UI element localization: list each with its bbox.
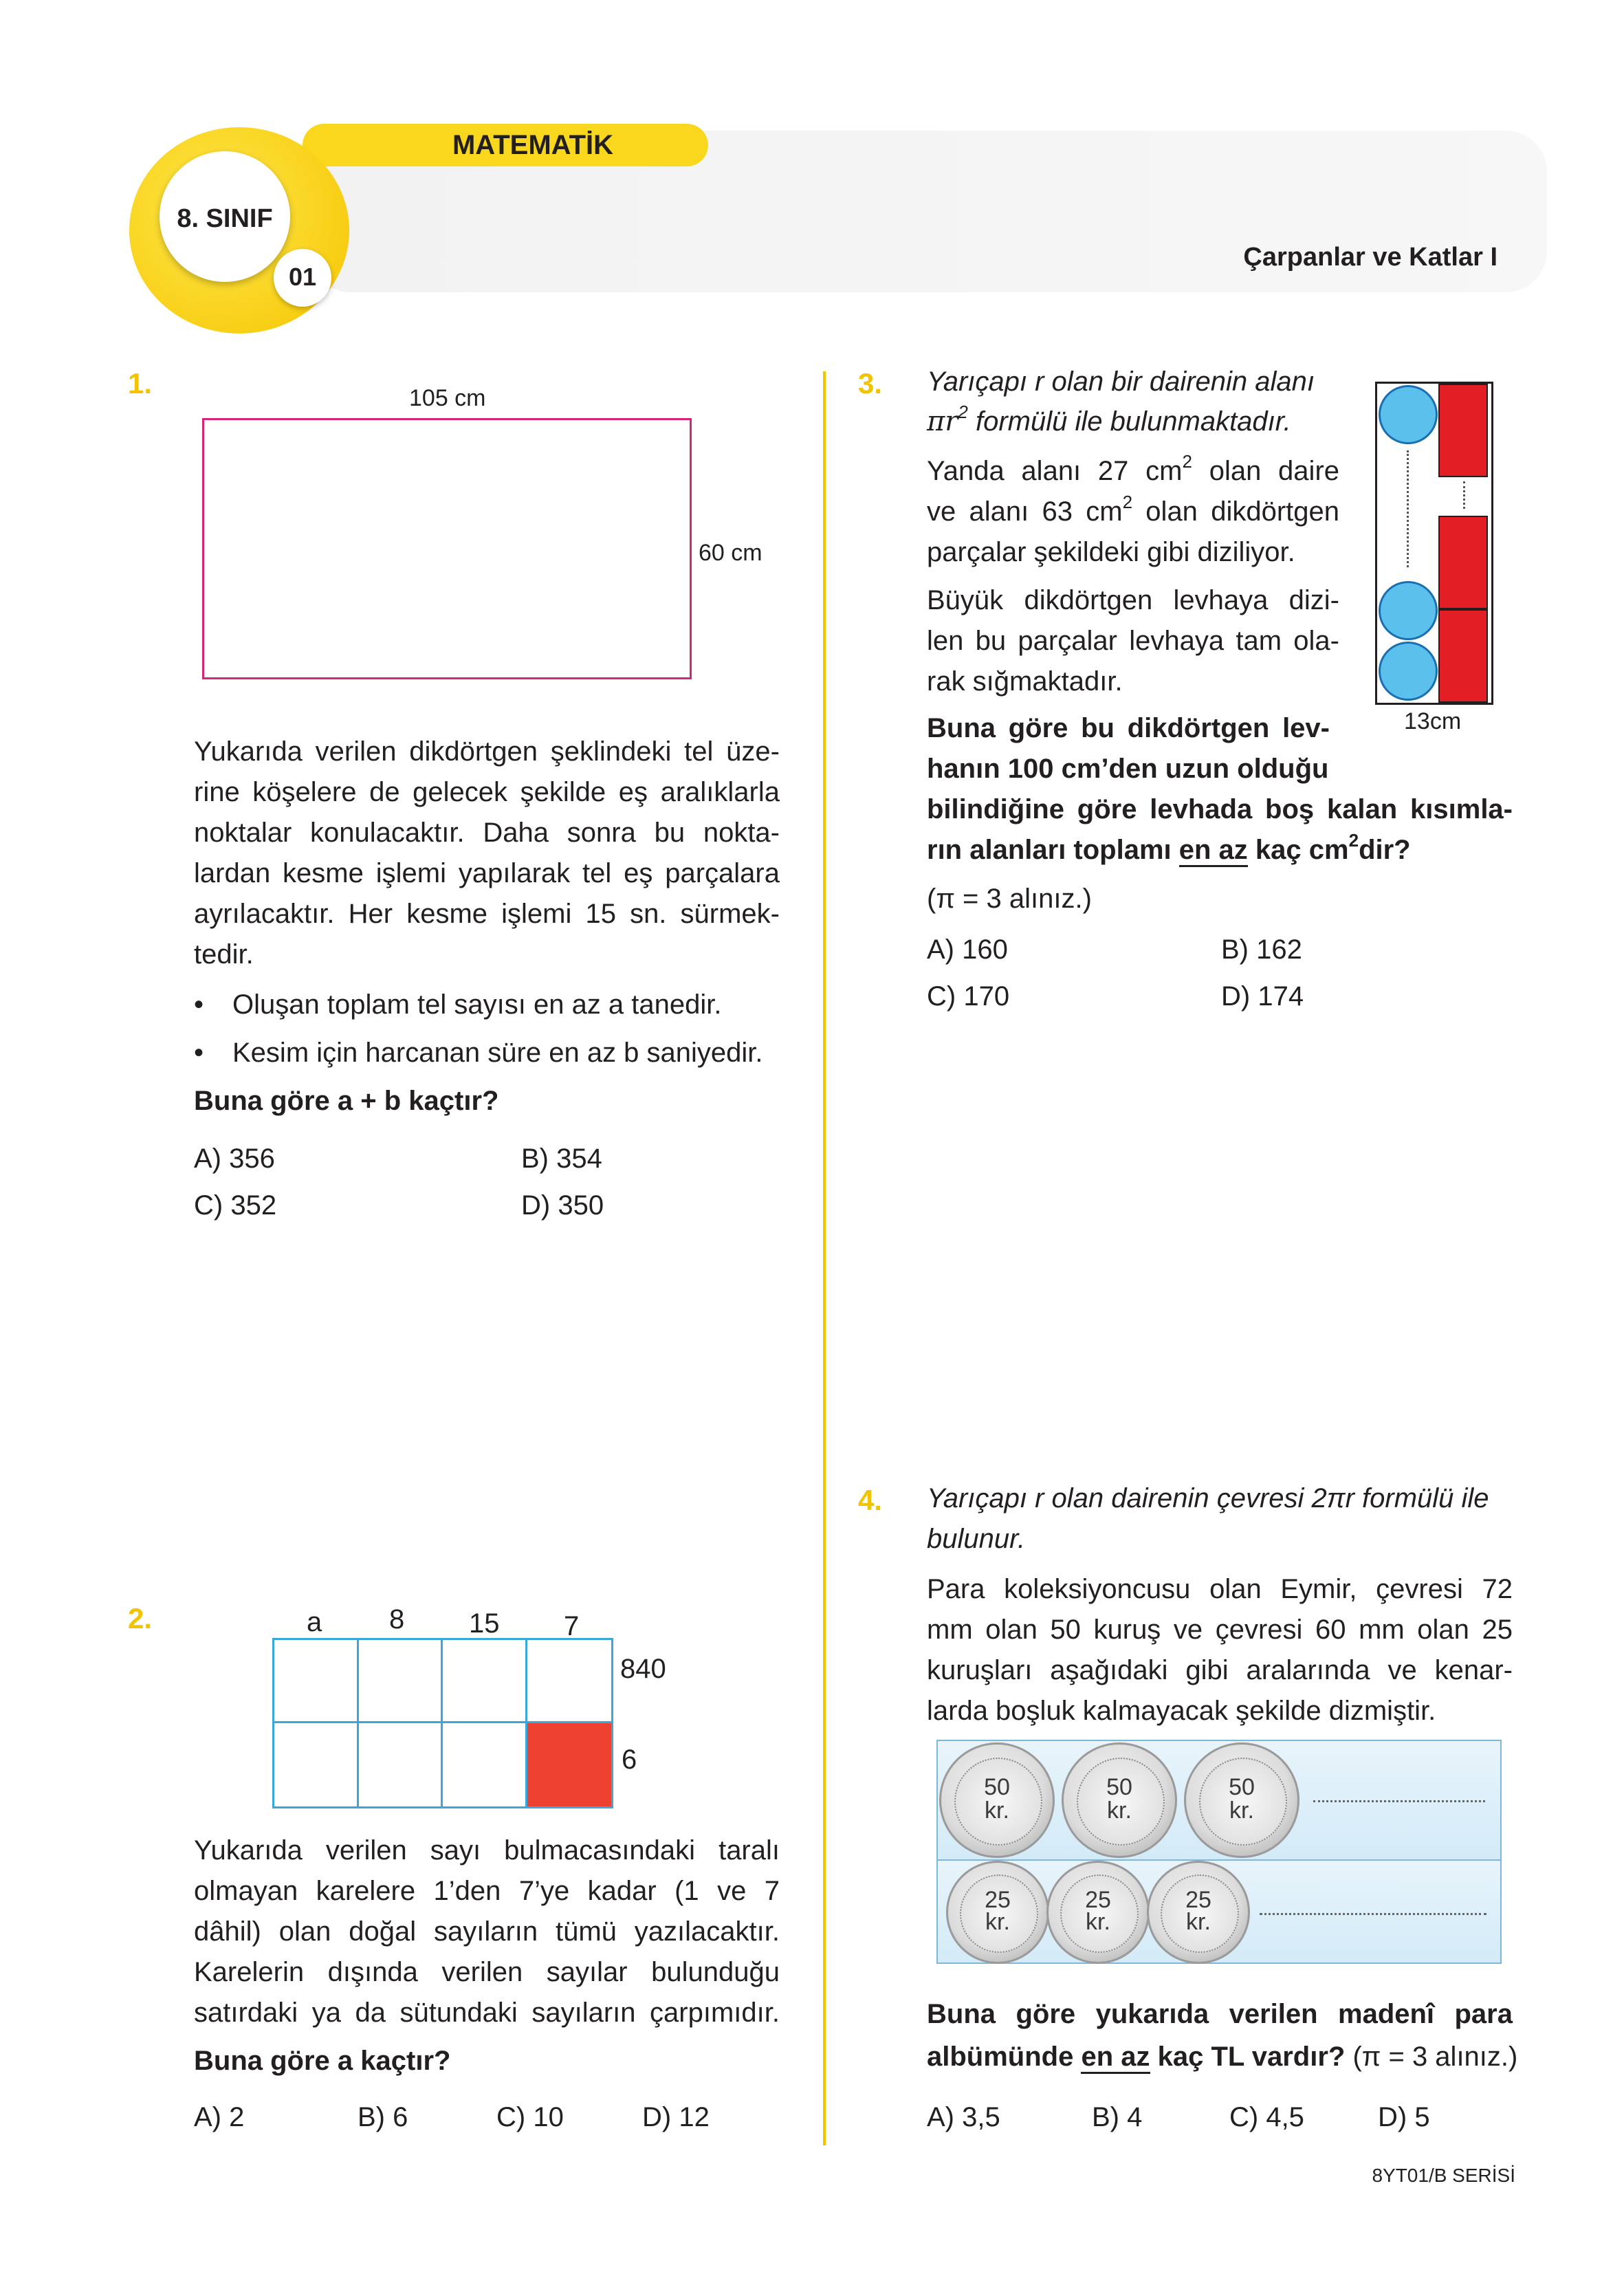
q3-line-part: Yanda alanı 27 cm xyxy=(927,456,1183,486)
q2-col-label: 7 xyxy=(564,1611,580,1641)
q4-option-d[interactable]: D) 5 xyxy=(1378,2102,1430,2132)
q1-option-b[interactable]: B) 354 xyxy=(521,1144,602,1174)
q4-pi-note: (π = 3 alınız.) xyxy=(1345,2042,1518,2072)
q1-width-label: 105 cm xyxy=(409,385,486,411)
q3-line-part: olan dikdörtgen xyxy=(1132,496,1339,527)
q4-line: Para koleksiyoncusu olan Eymir, çevresi 72 xyxy=(927,1574,1513,1604)
coin-50-kurus xyxy=(1184,1742,1299,1858)
coin-unit: kr. xyxy=(985,1797,1009,1824)
q3-dotted-line xyxy=(1407,450,1409,567)
q2-option-c[interactable]: C) 10 xyxy=(496,2102,564,2132)
q3-intro-2-text: formülü ile bulunmaktadır. xyxy=(967,406,1291,437)
q1-line: tedir. xyxy=(194,939,254,970)
subject-title: MATEMATİK xyxy=(452,130,614,160)
q3-bold-part: dir? xyxy=(1359,835,1411,865)
q4-line: kuruşları aşağıdaki gibi aralarında ve kenar- xyxy=(927,1655,1513,1685)
q3-line: rak sığmaktadır. xyxy=(927,666,1123,697)
q2-line: Yukarıda verilen sayı bulmacasındaki taralı xyxy=(194,1835,780,1866)
q3-emphasis: en az xyxy=(1179,835,1248,867)
q4-album xyxy=(936,1740,1502,1964)
q2-line: satırdaki ya da sütundaki sayıların çarpımıdır. xyxy=(194,1998,780,2028)
q3-option-d[interactable]: D) 174 xyxy=(1221,981,1304,1012)
q3-pi-note: (π = 3 alınız.) xyxy=(927,884,1092,914)
q4-bold-part: albümünde xyxy=(927,2042,1082,2072)
album-dotted-line xyxy=(1260,1913,1486,1915)
column-divider xyxy=(823,371,826,2145)
q4-emphasis: en az xyxy=(1081,2042,1150,2074)
q4-text xyxy=(927,1569,1513,1731)
album-dotted-line xyxy=(1313,1800,1485,1802)
coin-25-kurus xyxy=(946,1861,1049,1964)
coin-unit: kr. xyxy=(985,1909,1010,1935)
grid-cell[interactable] xyxy=(274,1723,359,1806)
grid-cell-shaded xyxy=(527,1723,612,1806)
q3-line: len bu parçalar levhaya tam ola- xyxy=(927,626,1339,656)
coin-unit: kr. xyxy=(1229,1797,1254,1824)
q4-option-a[interactable]: A) 3,5 xyxy=(927,2102,1000,2132)
q1-line: lardan kesme işlemi yapılarak tel eş parçalara xyxy=(194,858,780,888)
q3-dotted-line xyxy=(1463,481,1465,509)
q3-option-c[interactable]: C) 170 xyxy=(927,981,1010,1012)
q4-bold-2 xyxy=(927,2037,1517,2077)
grid-cell[interactable] xyxy=(443,1640,527,1723)
q3-option-a[interactable]: A) 160 xyxy=(927,934,1008,965)
q3-line-part: olan daire xyxy=(1192,456,1340,486)
q3-sup: 2 xyxy=(1182,451,1192,472)
coin-unit: kr. xyxy=(1086,1909,1110,1935)
coin-50-kurus xyxy=(1062,1742,1177,1858)
q1-bullet-1 xyxy=(194,985,722,1025)
q4-intro-1: Yarıçapı r olan dairenin çevresi 2πr formülü ile xyxy=(927,1483,1489,1513)
coin-unit: kr. xyxy=(1186,1909,1211,1935)
q4-bold-1: Buna göre yukarıda verilen madenî para xyxy=(927,1999,1513,2029)
question-2-number: 2. xyxy=(128,1602,153,1635)
q4-option-b[interactable]: B) 4 xyxy=(1092,2102,1143,2132)
coin-value: 50 xyxy=(1229,1774,1255,1800)
coin-value: 25 xyxy=(1185,1887,1211,1913)
coin-50-kurus xyxy=(939,1742,1055,1858)
q2-option-a[interactable]: A) 2 xyxy=(194,2102,245,2132)
topic-title: Çarpanlar ve Katlar I xyxy=(1243,243,1497,272)
q1-text xyxy=(194,732,780,975)
q2-row-label: 6 xyxy=(622,1745,637,1775)
q3-circle xyxy=(1379,642,1438,701)
q2-row-label: 840 xyxy=(620,1654,666,1684)
q3-circle xyxy=(1379,581,1438,640)
bullet-icon: • xyxy=(194,1038,204,1068)
coin-value: 50 xyxy=(1106,1774,1132,1800)
grid-cell[interactable] xyxy=(274,1640,359,1723)
q1-line: Yukarıda verilen dikdörtgen şeklindeki tel üze- xyxy=(194,736,780,767)
coin-25-kurus xyxy=(1046,1861,1150,1964)
grid-cell[interactable] xyxy=(359,1723,443,1806)
q3-figure xyxy=(1375,382,1493,705)
number-label: 01 xyxy=(288,263,317,291)
q1-option-c[interactable]: C) 352 xyxy=(194,1190,277,1221)
q1-line: noktalar konulacaktır. Daha sonra bu nokta- xyxy=(194,818,780,848)
q3-option-b[interactable]: B) 162 xyxy=(1221,934,1302,965)
q2-col-label: a xyxy=(307,1607,322,1637)
grade-label: 8. SINIF xyxy=(177,204,273,233)
series-footer: 8YT01/B SERİSİ xyxy=(1372,2165,1515,2186)
q3-text xyxy=(927,451,1339,573)
q1-bullet-text: Kesim için harcanan süre en az b saniyedir. xyxy=(232,1038,763,1068)
q1-bullet-text: Oluşan toplam tel sayısı en az a tanedir. xyxy=(232,990,722,1020)
q2-option-d[interactable]: D) 12 xyxy=(642,2102,710,2132)
coin-25-kurus xyxy=(1147,1861,1250,1964)
q3-line-part: ve alanı 63 cm xyxy=(927,496,1123,527)
q3-bold-part: rın alanları toplamı xyxy=(927,835,1179,865)
coin-value: 50 xyxy=(984,1774,1010,1800)
question-4-number: 4. xyxy=(858,1484,883,1516)
q1-line: rine köşelere de gelecek şekilde eş aralıklarla xyxy=(194,777,780,807)
q1-option-a[interactable]: A) 356 xyxy=(194,1144,275,1174)
q3-rect xyxy=(1438,384,1488,477)
q3-line xyxy=(927,492,1339,532)
q2-line: Karelerin dışında verilen sayılar bulunduğu xyxy=(194,1957,780,1987)
q4-line: mm olan 50 kuruş ve çevresi 60 mm olan 25 xyxy=(927,1615,1513,1645)
q3-bold-3: bilindiğine göre levhada boş kalan kısımla- xyxy=(927,794,1513,824)
q3-sup: 2 xyxy=(1122,492,1133,512)
q2-line: olmayan karelere 1’den 7’ye kadar (1 ve 7 xyxy=(194,1876,780,1906)
q2-text xyxy=(194,1830,780,2033)
q4-bold-part: kaç TL vardır? xyxy=(1150,2042,1346,2072)
q4-intro-2: bulunur. xyxy=(927,1524,1026,1554)
q4-option-c[interactable]: C) 4,5 xyxy=(1229,2102,1304,2132)
q3-circle xyxy=(1379,385,1438,444)
q3-line: parçalar şekildeki gibi diziliyor. xyxy=(927,537,1295,567)
q1-line: ayrılacaktır. Her kesme işlemi 15 sn. sürmek- xyxy=(194,899,780,929)
grid-cell[interactable] xyxy=(443,1723,527,1806)
q3-sup: 2 xyxy=(958,402,968,422)
q3-bold-4 xyxy=(927,830,1411,871)
question-1-number: 1. xyxy=(128,367,153,400)
q3-pi-r: πr xyxy=(927,406,958,437)
q3-sup: 2 xyxy=(1348,830,1359,851)
q3-rect xyxy=(1438,516,1488,609)
q3-line xyxy=(927,451,1339,492)
q3-bold-1: Buna göre bu dikdörtgen lev- xyxy=(927,713,1330,743)
q3-text-2 xyxy=(927,580,1339,702)
q2-grid xyxy=(272,1638,613,1808)
q2-question: Buna göre a kaçtır? xyxy=(194,2046,451,2076)
q4-line: larda boşluk kalmayacak şekilde dizmiştir. xyxy=(927,1696,1436,1726)
grid-cell[interactable] xyxy=(359,1640,443,1723)
q2-col-label: 8 xyxy=(389,1604,405,1635)
q1-height-label: 60 cm xyxy=(699,540,762,566)
q3-intro-1: Yarıçapı r olan bir dairenin alanı xyxy=(927,367,1315,397)
question-3-number: 3. xyxy=(858,367,883,400)
q2-line: dâhil) olan doğal sayıların tümü yazılacaktır. xyxy=(194,1916,780,1947)
bullet-icon: • xyxy=(194,990,204,1020)
q3-rect xyxy=(1438,609,1488,703)
coin-value: 25 xyxy=(1085,1887,1111,1913)
q3-bold-2: hanın 100 cm’den uzun olduğu xyxy=(927,754,1329,784)
q3-fig-label: 13cm xyxy=(1404,708,1462,734)
q2-col-label: 15 xyxy=(469,1608,500,1639)
q1-rectangle xyxy=(202,418,692,679)
q3-line: Büyük dikdörtgen levhaya dizi- xyxy=(927,585,1339,615)
coin-value: 25 xyxy=(985,1887,1011,1913)
q3-intro-2 xyxy=(927,402,1291,442)
coin-unit: kr. xyxy=(1107,1797,1132,1824)
q2-option-b[interactable]: B) 6 xyxy=(358,2102,408,2132)
grid-cell[interactable] xyxy=(527,1640,612,1723)
q3-bold-part: kaç cm xyxy=(1247,835,1349,865)
q1-bullet-2 xyxy=(194,1033,763,1073)
q1-option-d[interactable]: D) 350 xyxy=(521,1190,604,1221)
q1-question: Buna göre a + b kaçtır? xyxy=(194,1086,499,1116)
